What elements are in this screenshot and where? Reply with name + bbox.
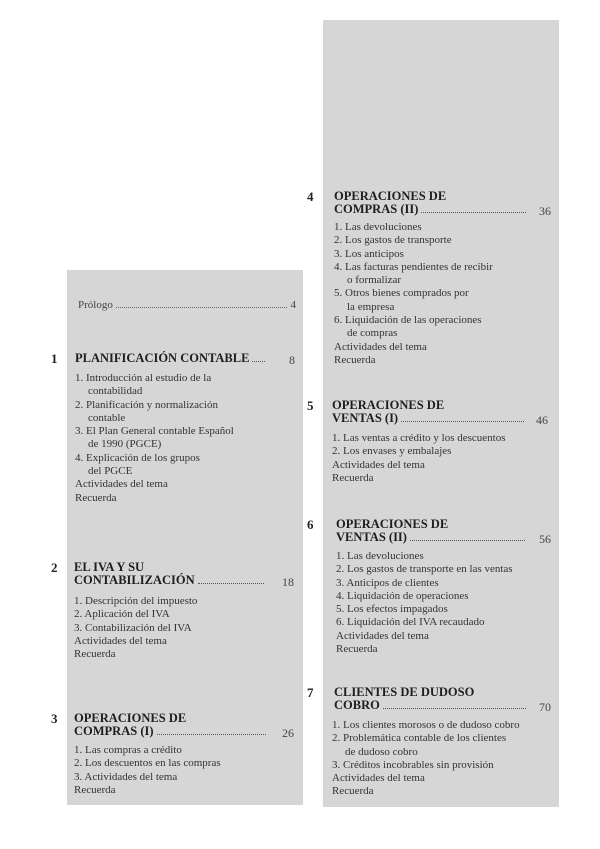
chapter-title[interactable] <box>74 561 268 587</box>
toc-item[interactable]: Actividades del tema <box>336 629 429 642</box>
dot-leader <box>410 540 525 541</box>
chapter-items <box>334 221 493 367</box>
chapter-title-line: EL IVA Y SU <box>74 560 145 574</box>
chapter-page-number: 8 <box>289 353 295 367</box>
toc-item[interactable]: 1. Las ventas a crédito y los descuentos <box>332 432 506 444</box>
chapter-page-number: 26 <box>282 726 294 740</box>
chapter-page-number: 36 <box>539 204 551 218</box>
chapter-title[interactable] <box>332 399 528 425</box>
toc-item[interactable]: 2. Los gastos de transporte en las ventas <box>336 563 513 576</box>
chapter-title[interactable] <box>336 518 529 544</box>
toc-item[interactable]: 3. Los anticipos <box>334 247 404 260</box>
chapter-title[interactable] <box>74 712 270 738</box>
toc-item[interactable]: 2. Los gastos de transporte <box>334 234 452 247</box>
chapter-items <box>75 372 234 505</box>
toc-item[interactable]: 1. Introducción al estudio de la <box>75 372 212 384</box>
toc-item[interactable]: la empresa <box>347 300 395 313</box>
toc-item[interactable]: Recuerda <box>336 643 378 656</box>
toc-item[interactable]: contabilidad <box>88 385 143 398</box>
chapter-items <box>336 550 513 656</box>
toc-item[interactable]: 1. Las devoluciones <box>336 550 424 562</box>
toc-item[interactable]: 5. Los efectos impagados <box>336 603 448 616</box>
chapter-items <box>74 744 221 797</box>
chapter-title-line: OPERACIONES DE <box>74 711 187 725</box>
prologue-label: Prólogo <box>78 299 113 311</box>
chapter-title-line: OPERACIONES DE <box>332 398 445 412</box>
chapter-title-line: CLIENTES DE DUDOSO <box>334 685 475 699</box>
toc-item[interactable]: 6. Liquidación del IVA recaudado <box>336 616 485 629</box>
dot-leader <box>401 421 524 422</box>
chapter-title-line: COMPRAS (I) <box>74 724 154 738</box>
toc-item[interactable]: Actividades del tema <box>332 772 425 785</box>
chapter-page-number: 56 <box>539 532 551 546</box>
chapter-title-line: PLANIFICACIÓN CONTABLE <box>75 351 250 365</box>
toc-item[interactable]: 3. Contabilización del IVA <box>74 621 192 634</box>
chapter-page-number: 70 <box>539 700 551 714</box>
toc-item[interactable]: 3. Créditos incobrables sin provisión <box>332 758 494 771</box>
chapter-title-line: OPERACIONES DE <box>334 189 447 203</box>
toc-item[interactable]: de compras <box>347 327 398 340</box>
dot-leader <box>383 708 526 709</box>
toc-item[interactable]: o formalizar <box>347 274 402 287</box>
toc-item[interactable]: Actividades del tema <box>75 478 168 491</box>
chapter-title[interactable] <box>334 686 530 712</box>
chapter-number: 4 <box>307 189 314 204</box>
dot-leader <box>116 307 287 308</box>
toc-item[interactable]: Recuerda <box>75 491 117 504</box>
chapter-title-line: OPERACIONES DE <box>336 517 449 531</box>
toc-item[interactable]: 2. Aplicación del IVA <box>74 608 170 621</box>
chapter-title-line: VENTAS (I) <box>332 411 399 425</box>
chapter-number: 2 <box>51 560 58 575</box>
chapter-items <box>332 719 520 799</box>
toc-item[interactable]: 3. Anticipos de clientes <box>336 576 439 589</box>
toc-item[interactable]: de 1990 (PGCE) <box>88 438 162 451</box>
toc-item[interactable]: Actividades del tema <box>334 340 427 353</box>
chapter-items <box>332 432 506 485</box>
prologue-page: 4 <box>290 299 296 311</box>
chapter-title-line: COBRO <box>334 698 380 712</box>
toc-item[interactable]: 2. Planificación y normalización <box>75 398 218 411</box>
chapter-number: 3 <box>51 711 58 726</box>
toc-item[interactable]: 2. Los envases y embalajes <box>332 445 452 458</box>
chapter-number: 6 <box>307 517 314 532</box>
toc-item[interactable]: Recuerda <box>74 648 116 661</box>
toc-item[interactable]: 1. Las compras a crédito <box>74 744 182 756</box>
toc-item[interactable]: 2. Problemática contable de los clientes <box>332 732 507 745</box>
dot-leader <box>198 583 264 584</box>
chapter-number: 1 <box>51 351 58 366</box>
toc-item[interactable]: Recuerda <box>334 353 376 366</box>
toc-item[interactable]: Recuerda <box>332 785 374 798</box>
toc-item[interactable]: 4. Las facturas pendientes de recibir <box>334 260 493 273</box>
chapter-items <box>74 595 197 661</box>
toc-item[interactable]: 1. Descripción del impuesto <box>74 595 198 607</box>
chapter-title-line: COMPRAS (II) <box>334 202 419 216</box>
chapter-title[interactable] <box>334 190 530 216</box>
toc-item[interactable]: 4. Explicación de los grupos <box>75 451 200 464</box>
chapter-number: 5 <box>307 398 314 413</box>
toc-item[interactable]: 5. Otros bienes comprados por <box>334 287 469 300</box>
chapter-page-number: 18 <box>282 575 294 589</box>
dot-leader <box>252 361 265 362</box>
toc-item[interactable]: 3. El Plan General contable Español <box>75 425 234 438</box>
prologue-entry[interactable] <box>78 299 296 311</box>
chapter-number: 7 <box>307 685 314 700</box>
chapter-title-line: CONTABILIZACIÓN <box>74 573 195 587</box>
toc-item[interactable]: Recuerda <box>74 783 116 796</box>
toc-item[interactable]: Recuerda <box>332 471 374 484</box>
chapter-title-line: VENTAS (II) <box>336 530 407 544</box>
toc-item[interactable]: Actividades del tema <box>332 458 425 471</box>
toc-item[interactable]: 2. Los descuentos en las compras <box>74 757 221 770</box>
toc-item[interactable]: Actividades del tema <box>74 634 167 647</box>
toc-item[interactable]: 6. Liquidación de las operaciones <box>334 314 482 327</box>
toc-item[interactable]: de dudoso cobro <box>345 745 418 758</box>
toc-item[interactable]: del PGCE <box>88 465 133 478</box>
toc-item[interactable]: 1. Las devoluciones <box>334 221 422 233</box>
toc-item[interactable]: 4. Liquidación de operaciones <box>336 589 469 602</box>
dot-leader <box>157 734 266 735</box>
chapter-title[interactable] <box>75 352 269 365</box>
chapter-page-number: 46 <box>536 413 548 427</box>
toc-item[interactable]: 1. Los clientes morosos o de dudoso cobro <box>332 719 520 731</box>
toc-item[interactable]: contable <box>88 411 126 424</box>
toc-item[interactable]: 3. Actividades del tema <box>74 770 178 783</box>
dot-leader <box>421 212 526 213</box>
